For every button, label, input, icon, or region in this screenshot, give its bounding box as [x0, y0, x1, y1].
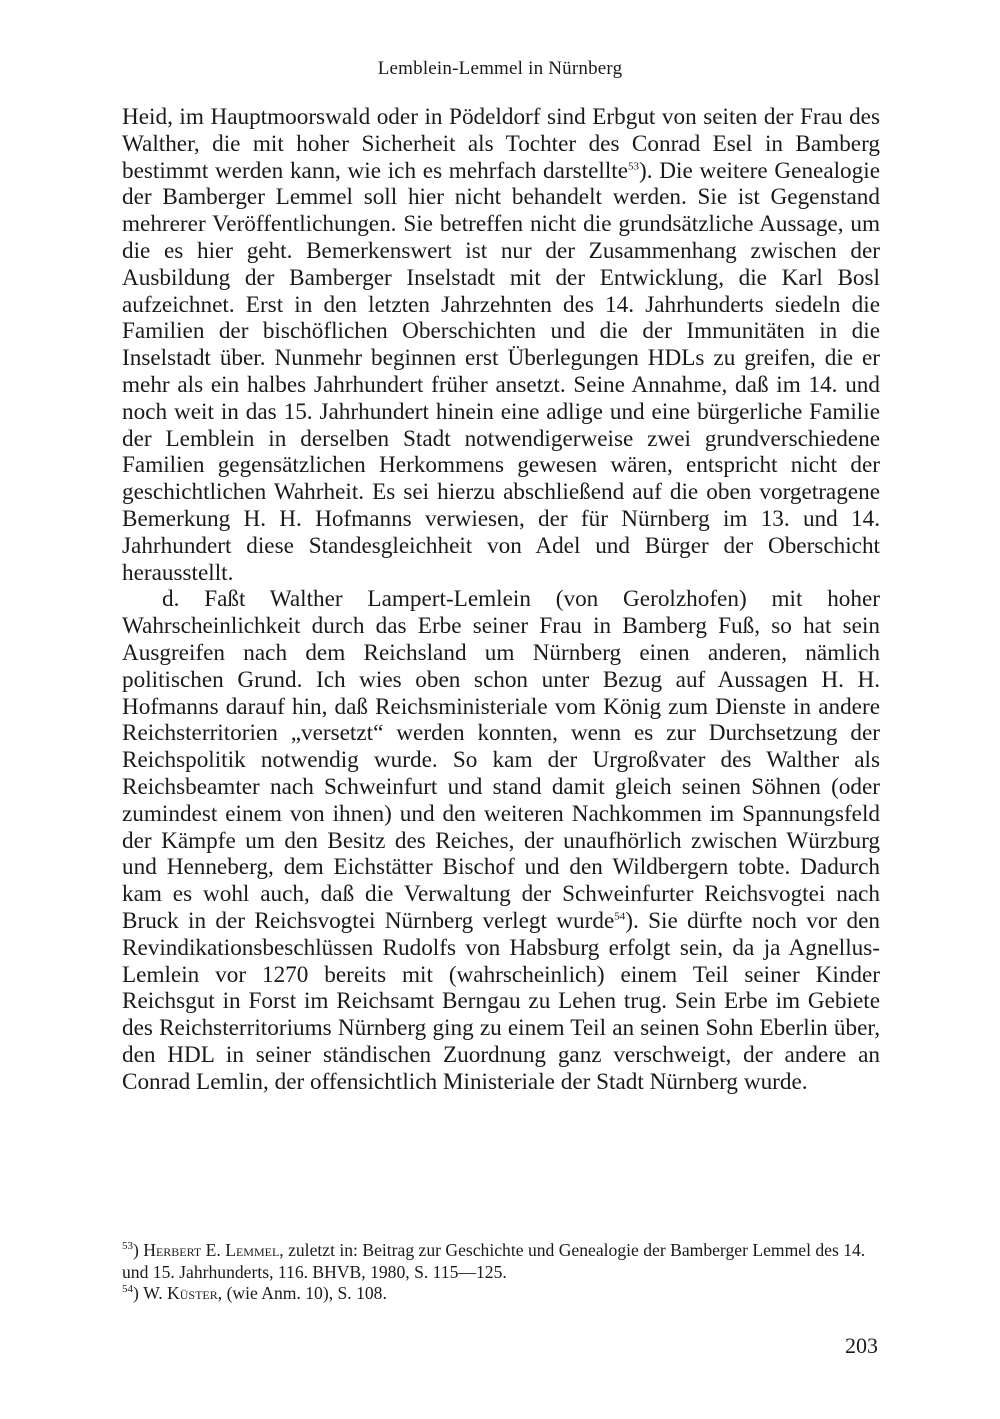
footnote-53: $^{53}$) Herbert E. Lemmel, zuletzt in: Beitrag zur Geschichte und Genealogie der Bamberger Lemmel des 14. und 15. Jahrhunderts, 116. BHVB, 1980, S. 115—125. [122, 1240, 866, 1282]
footnote-ref-54[interactable]: 54 [614, 910, 626, 923]
footnotes [122, 1240, 880, 1305]
footnote-53-text: , zuletzt in: Beitrag zur Geschichte und Genealogie der Bamberger Lemmel des 14. und 15. Jahrhunderts, 116. BHVB, 1980, S. 115—125. [122, 1240, 866, 1282]
paragraph-1-text-b: ). Die weitere Genealogie der Bamberger Lemmel soll hier nicht behandelt werden. Sie ist Gegenstand mehrerer Veröffentlichungen. Sie betreffen nicht die grundsätzliche Aussage, um die es hier geht. Bemerkenswert ist nur der Zusammenhang zwischen der Ausbildung der Bamberger Inselstadt mit der Entwicklung, die Karl Bosl aufzeichnet. Erst in den letzten Jahrzehnten des 14. Jahrhunderts siedeln die Familien der bischöflichen Oberschichten und die der Immunitäten in die Inselstadt über. Nunmehr beginnen erst Überlegungen HDLs zu greifen, die er mehr als ein halbes Jahrhundert früher ansetzt. Seine Annahme, daß im 14. und noch weit in das 15. Jahrhundert hinein eine adlige und eine bürgerliche Familie der Lemblein in derselben Stadt notwendigerweise zwei grundverschiedene Familien gegensätzlichen Herkommens gewesen wären, entspricht nicht der geschichtlichen Wahrheit. Es sei hierzu abschließend auf die oben vorgetragene Bemerkung H. H. Hofmanns verwiesen, der für Nürnberg im 13. und 14. Jahrhundert diese Standesgleichheit von Adel und Bürger der Oberschicht herausstellt. [122, 157, 880, 586]
footnote-54-author: W. Küster [143, 1283, 218, 1303]
paragraph-1 [122, 104, 880, 586]
footnote-53-author: Herbert E. Lemmel [143, 1240, 280, 1260]
footnote-marker-54: 54 [122, 1283, 133, 1296]
paragraph-2-text-b: ). Sie dürfte noch vor den Revindikationsbeschlüssen Rudolfs von Habsburg erfolgt sein, da ja Agnellus-Lemlein vor 1270 bereits mit (wahrscheinlich) einem Teil seiner Kinder Reichsgut in Forst im Reichsamt Berngau zu Lehen trug. Sein Erbe im Gebiete des Reichsterritoriums Nürnberg ging zu einem Teil an seinen Sohn Eberlin über, den HDL in seiner ständischen Zuordnung ganz verschweigt, der andere an Conrad Lemlin, der offensichtlich Ministeriale der Stadt Nürnberg wurde. [122, 907, 880, 1095]
footnote-ref-53[interactable]: 53 [628, 159, 640, 172]
paragraph-2-text-a: d. Faßt Walther Lampert-Lemlein (von Gerolzhofen) mit hoher Wahrscheinlichkeit durch das Erbe seiner Frau in Bamberg Fuß, so hat sein Ausgreifen nach dem Reichsland um Nürnberg einen anderen, nämlich politischen Grund. Ich wies oben schon unter Bezug auf Aussagen H. H. Hofmanns darauf hin, daß Reichsministeriale vom König zum Dienste in andere Reichsterritorien „versetzt“ werden konnten, wenn es zur Durchsetzung der Reichspolitik notwendig wurde. So kam der Urgroßvater des Walther als Reichsbeamter nach Schweinfurt und stand damit gleich seinen Söhnen (oder zumindest einem von ihnen) und den weiteren Nachkommen im Spannungsfeld der Kämpfe um den Besitz des Reiches, der unaufhörlich zwischen Würzburg und Henneberg, dem Eichstätter Bischof und den Wildbergern tobte. Dadurch kam es wohl auch, daß die Verwaltung der Schweinfurter Reichsvogtei nach Bruck in der Reichsvogtei Nürnberg verlegt wurde [122, 586, 880, 934]
main-text [122, 104, 880, 1095]
footnote-54-text: , (wie Anm. 10), S. 108. [217, 1283, 387, 1303]
page-number: 203 [845, 1333, 878, 1358]
footnote-marker-53: 53 [122, 1240, 133, 1253]
paragraph-1-text-a: Heid, im Hauptmoorswald oder in Pödeldorf sind Erbgut von seiten der Frau des Walther, die mit hoher Sicherheit als Tochter des Conrad Esel in Bamberg bestimmt werden kann, wie ich es mehrfach darstellte [122, 104, 880, 184]
footnote-54: $^{54}$) W. Küster, (wie Anm. 10), S. 108. [122, 1283, 387, 1303]
paragraph-2 [122, 586, 880, 1095]
running-header: Lemblein-Lemmel in Nürnberg [377, 58, 623, 79]
